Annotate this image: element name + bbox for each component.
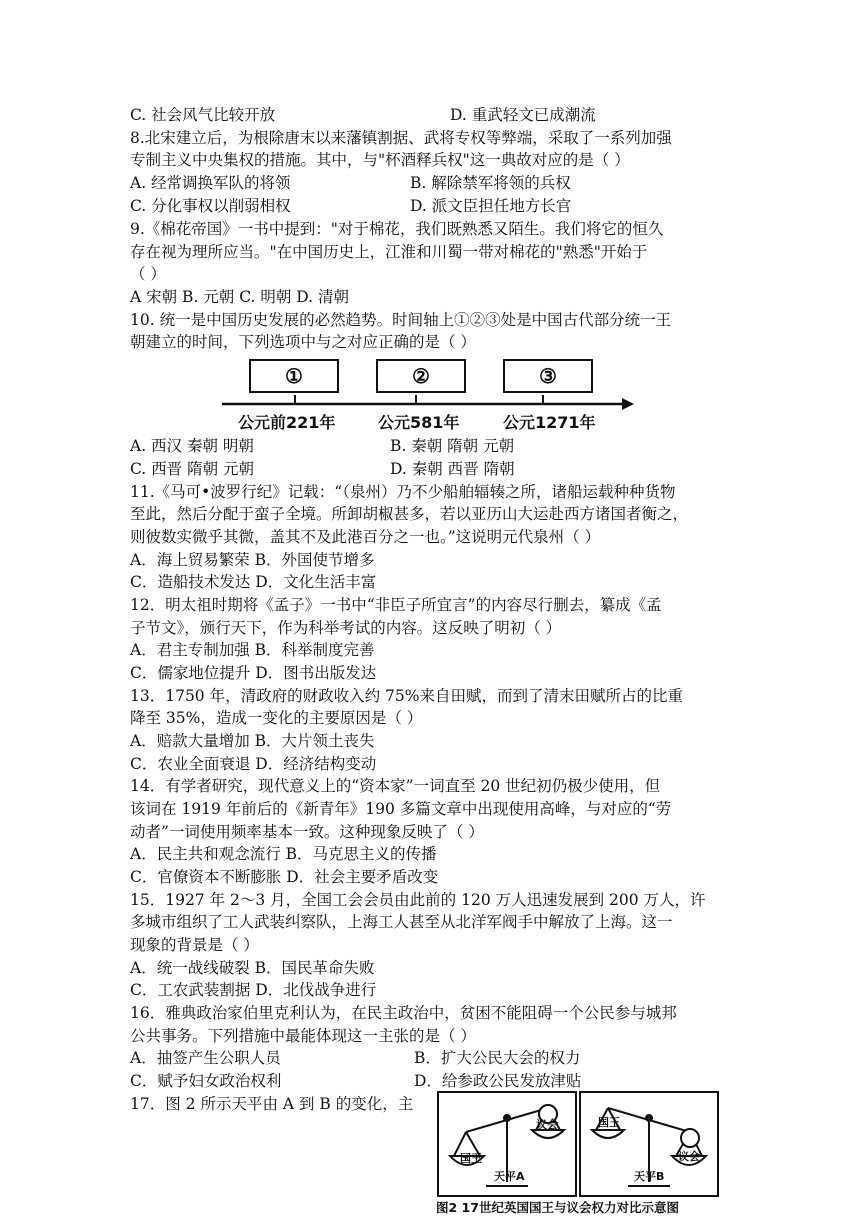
q15-options-ab: A．统一战线破裂 B．国民革命失败 [130, 959, 375, 977]
timeline-marker-1: ① [249, 359, 339, 393]
figure-caption: 图2 17世纪英国国王与议会权力对比示意图 [436, 1200, 679, 1215]
q16-option-d: D．给参政公民发放津贴 [414, 1072, 582, 1090]
q16-option-c: C．赋予妇女政治权利 [130, 1072, 282, 1090]
q14-stem-line1: 14．有学者研究，现代意义上的“资本家”一词直至 20 世纪初仍极少使用，但 [130, 777, 661, 795]
q7-option-c: C. 社会风气比较开放 [130, 106, 276, 124]
balance-a-king-label: 国王 [460, 1152, 482, 1165]
q15-stem-line3: 现象的背景是（ ） [130, 936, 259, 954]
q8-option-a: A. 经常调换军队的将领 [130, 174, 291, 192]
timeline-label-2: 公元581年 [378, 413, 460, 432]
q10-option-c: C. 西晋 隋朝 元朝 [130, 460, 255, 478]
q14-options-ab: A．民主共和观念流行 B．马克思主义的传播 [130, 845, 437, 863]
q16-option-b: B．扩大公民大会的权力 [414, 1049, 581, 1067]
q13-stem-line1: 13．1750 年，清政府的财政收入约 75%来自田赋，而到了清末田赋所占的比重 [130, 687, 683, 705]
q9-stem-line3: （ ） [130, 265, 166, 283]
balance-a-parliament-label: 议会 [536, 1118, 558, 1131]
q8-option-b: B. 解除禁军将领的兵权 [410, 174, 571, 192]
q9-options: A 宋朝 B. 元朝 C. 明朝 D. 清朝 [130, 288, 350, 306]
q14-options-cd: C．官僚资本不断膨胀 D．社会主要矛盾改变 [130, 868, 439, 886]
q16-option-a: A．抽签产生公职人员 [130, 1049, 281, 1067]
q8-stem-line1: 8.北宋建立后，为根除唐末以来藩镇割据、武将专权等弊端，采取了一系列加强 [130, 129, 672, 147]
q15-stem-line2: 多城市组织了工人武装纠察队，上海工人甚至从北洋军阀手中解放了上海。这一 [130, 913, 673, 931]
q14-stem-line2: 该词在 1919 年前后的《新青年》190 多篇文章中出现使用高峰，与对应的“劳 [130, 800, 672, 818]
q11-stem-line1: 11.《马可•波罗行纪》记载：“（泉州）乃不少船舶辐辏之所，诸船运载种种货物 [130, 483, 676, 501]
q15-options-cd: C．工农武装割据 D．北伐战争进行 [130, 981, 377, 999]
timeline-marker-2: ② [376, 359, 466, 393]
q9-stem-line2: 存在视为理所应当。"在中国历史上，江淮和川蜀一带对棉花的"熟悉"开始于 [130, 243, 648, 261]
q8-option-c: C. 分化事权以削弱相权 [130, 197, 291, 215]
q10-option-d: D. 秦朝 西晋 隋朝 [390, 460, 515, 478]
q10-stem-line2: 朝建立的时间，下列选项中与之对应正确的是（ ） [130, 333, 476, 351]
balance-figure [436, 1090, 726, 1210]
q12-options-cd: C．儒家地位提升 D．图书出版发达 [130, 664, 377, 682]
q11-stem-line2: 至此，然后分配于蛮子全境。所卸胡椒甚多，若以亚历山大运赴西方诸国者衡之， [130, 505, 689, 523]
q12-stem-line1: 12．明太祖时期将《孟子》一书中“非臣子所宜言”的内容尽行删去，纂成《孟 [130, 596, 662, 614]
q10-option-a: A. 西汉 秦朝 明朝 [130, 437, 254, 455]
q13-options-ab: A．赔款大量增加 B．大片领土丧失 [130, 732, 375, 750]
timeline-arrow [622, 398, 634, 410]
q8-stem-line2: 专制主义中央集权的措施。其中，与"杯酒释兵权"这一典故对应的是（ ） [130, 151, 630, 169]
q10-stem-line1: 10. 统一是中国历史发展的必然趋势。时间轴上①②③处是中国古代部分统一王 [130, 311, 672, 329]
q7-option-d: D. 重武轻文已成潮流 [450, 106, 596, 124]
balance-b-king-label: 国王 [598, 1116, 620, 1129]
q13-options-cd: C．农业全面衰退 D．经济结构变动 [130, 755, 377, 773]
q14-stem-line3: 动者”一词使用频率基本一致。这种现象反映了（ ） [130, 823, 484, 841]
q16-stem-line1: 16．雅典政治家伯里克利认为，在民主政治中，贫困不能阻碍一个公民参与城邦 [130, 1004, 677, 1022]
q16-stem-line2: 公共事务。下列措施中最能体现这一主张的是（ ） [130, 1027, 476, 1045]
q11-options-cd: C．造船技术发达 D．文化生活丰富 [130, 573, 377, 591]
q15-stem-line1: 15．1927 年 2～3 月，全国工会会员由此前的 120 万人迅速发展到 200 万人，许 [130, 891, 706, 909]
q8-option-d: D. 派文臣担任地方长官 [410, 197, 572, 215]
q11-stem-line3: 则彼数实微乎其微，盖其不及此港百分之一也。”这说明元代泉州（ ） [130, 528, 601, 546]
timeline-marker-3: ③ [503, 359, 593, 393]
balance-a-label: 天平A [494, 1170, 525, 1183]
q13-stem-line2: 降至 35%，造成一变化的主要原因是（ ） [130, 709, 423, 727]
q17-stem-line1: 17．图 2 所示天平由 A 到 B 的变化，主 [130, 1095, 414, 1113]
timeline-label-3: 公元1271年 [503, 413, 596, 432]
q9-stem-line1: 9.《棉花帝国》一书中提到："对于棉花，我们既熟悉又陌生。我们将它的恒久 [130, 220, 664, 238]
q10-option-b: B. 秦朝 隋朝 元朝 [390, 437, 515, 455]
timeline-label-1: 公元前221年 [238, 413, 336, 432]
q11-options-ab: A．海上贸易繁荣 B．外国使节增多 [130, 551, 375, 569]
q12-stem-line2: 子节文》，颁行天下，作为科举考试的内容。这反映了明初（ ） [130, 619, 562, 637]
balance-b-label: 天平B [634, 1170, 665, 1183]
q12-options-ab: A．君主专制加强 B．科举制度完善 [130, 641, 375, 659]
balance-b-parliament-label: 议会 [678, 1150, 700, 1163]
